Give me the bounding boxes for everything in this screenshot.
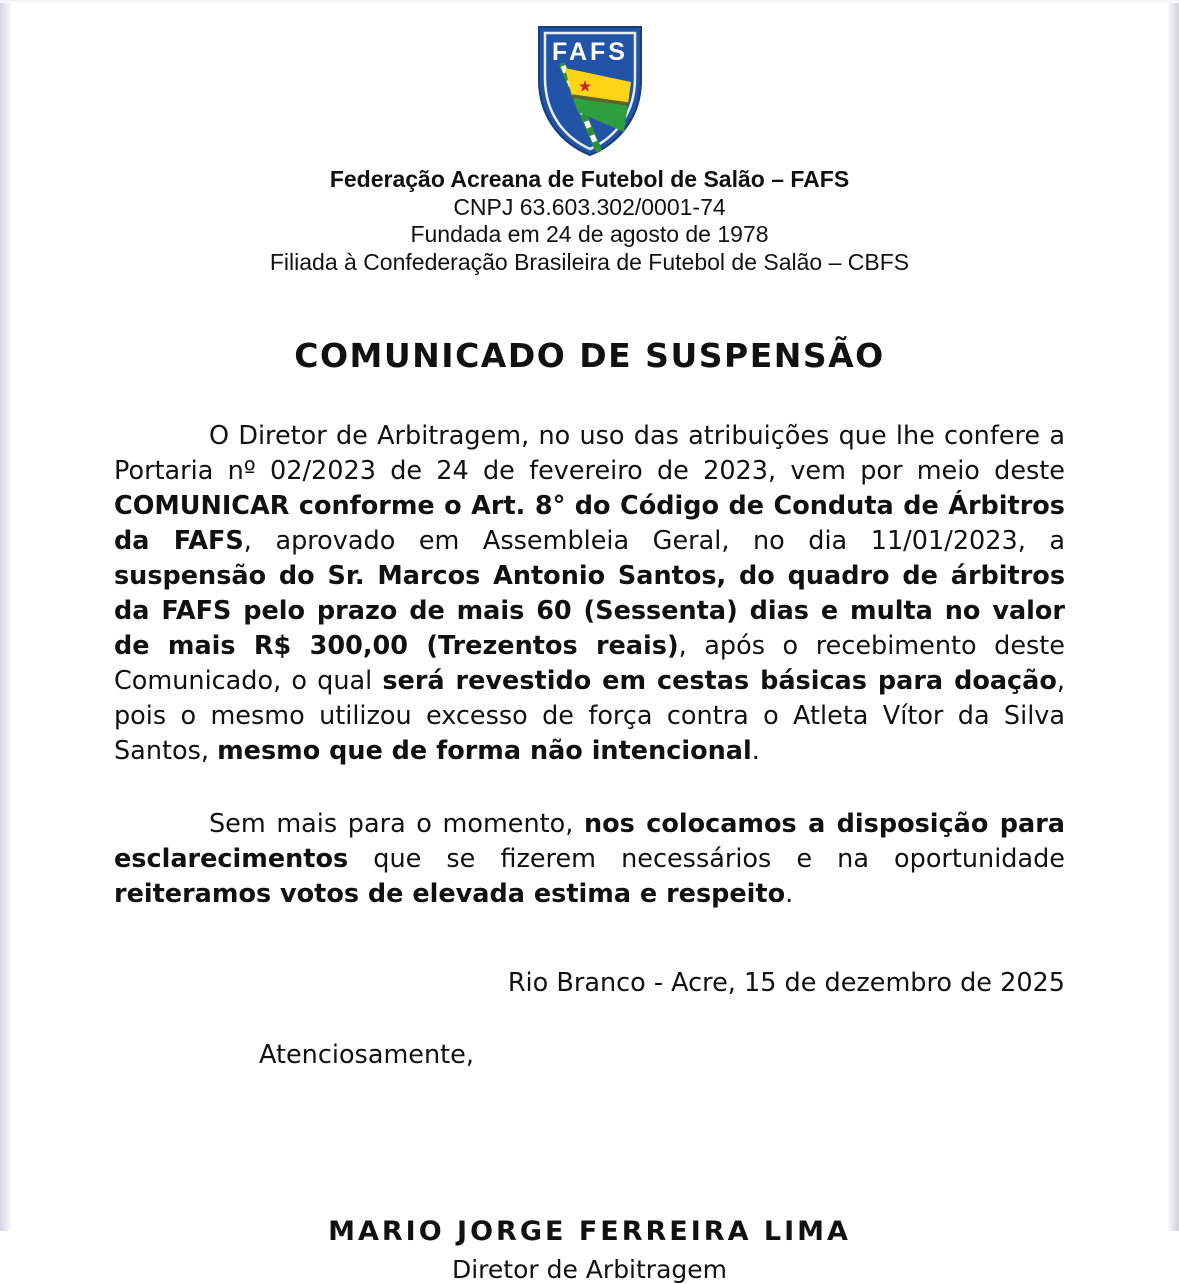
org-founded: Fundada em 24 de agosto de 1978 xyxy=(410,221,769,247)
document-title: COMUNICADO DE SUSPENSÃO xyxy=(294,336,885,375)
page-edge-left xyxy=(0,0,11,1231)
signer-name: MARIO JORGE FERREIRA LIMA xyxy=(328,1216,851,1247)
org-cnpj: CNPJ 63.603.302/0001-74 xyxy=(453,193,726,220)
letterhead xyxy=(114,166,1065,276)
flag-star-icon: ★ xyxy=(578,78,591,94)
org-affiliation: Filiada à Confederação Brasileira de Futebol de Salão – CBFS xyxy=(269,248,910,275)
page-edge-right xyxy=(1168,0,1179,1231)
document-content xyxy=(114,0,1065,1284)
signer-role: Diretor de Arbitragem xyxy=(451,1255,728,1284)
crest-label: FAFS xyxy=(551,38,628,66)
signature-block xyxy=(114,1216,1065,1284)
body-paragraph-1: O Diretor de Arbitragem, no uso das atribuições que lhe confere a Portaria nº 02/2023 de 24 de fevereiro de 2023, vem por meio deste COMUNICAR conforme o Art. 8° do Código de Conduta de Árbitros da FAFS, aprovado em Assembleia Geral, no dia 11/01/2023, a suspensão do Sr. Marcos Antonio Santos, do quadro de árbitros da FAFS pelo prazo de mais 60 (Sessenta) dias e multa no valor de mais R$ 300,00 (Trezentos reais), após o recebimento deste Comunicado, o qual será revestido em cestas básicas para doação, pois o mesmo utilizou excesso de força contra o Atleta Vítor da Silva Santos, mesmo que de forma não intencional. xyxy=(114,421,1065,766)
closing-salutation: Atenciosamente, xyxy=(259,1040,474,1070)
org-name: Federação Acreana de Futebol de Salão – FAFS xyxy=(329,166,850,192)
fafs-crest-icon xyxy=(532,20,648,160)
body-paragraph-2: Sem mais para o momento, nos colocamos a disposição para esclarecimentos que se fizerem necessários e na oportunidade reiteramos votos de elevada estima e respeito. xyxy=(114,809,1065,909)
date-place-line: Rio Branco - Acre, 15 de dezembro de 2025 xyxy=(507,968,1065,998)
